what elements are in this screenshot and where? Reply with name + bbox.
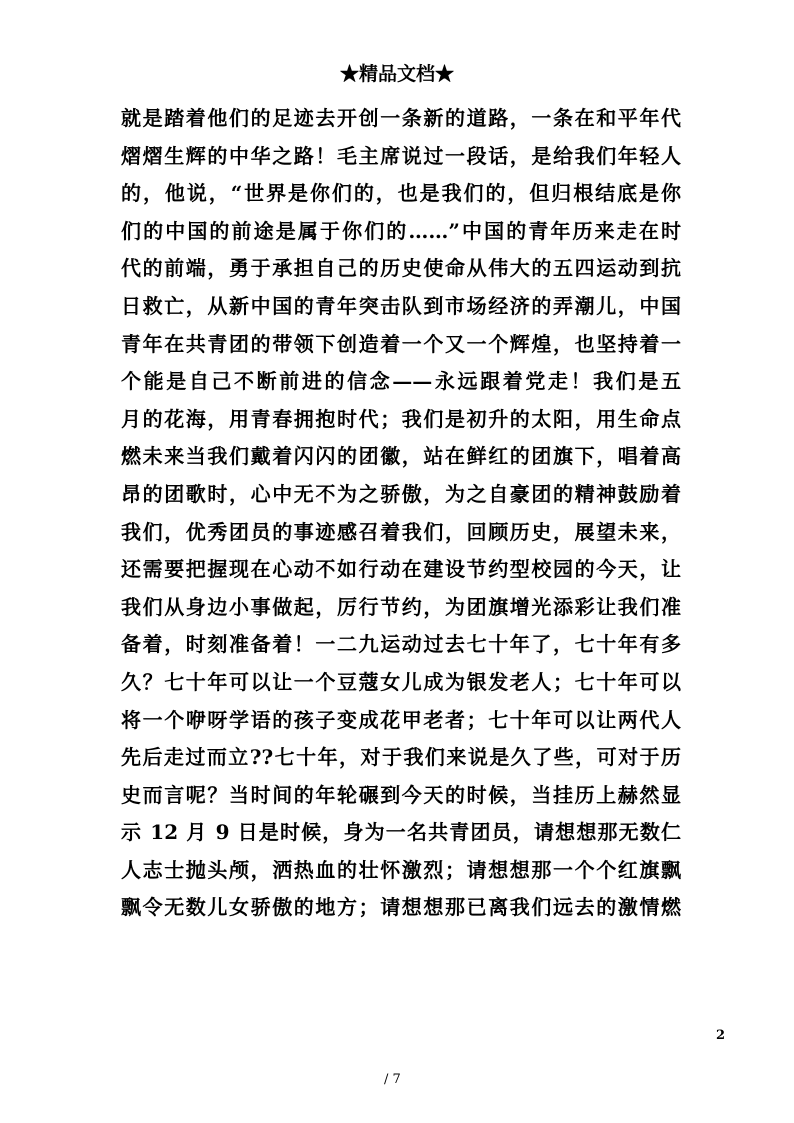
text-line: 我们从身边小事做起，厉行节约，为团旗增光添彩让我们准 [121, 594, 681, 619]
text-line: 我们，优秀团员的事迹感召着我们，回顾历史，展望未来， [121, 519, 681, 544]
text-line: 月的花海，用青春拥抱时代；我们是初升的太阳，用生命点 [121, 406, 681, 431]
text-line: 的，他说，“世界是你们的，也是我们的，但归根结底是你 [121, 181, 681, 206]
text-line: 备着，时刻准备着！一二九运动过去七十年了，七十年有多 [121, 632, 681, 657]
text-line: 就是踏着他们的足迹去开创一条新的道路，一条在和平年代 [121, 106, 681, 130]
text-line: 们的中国的前途是属于你们的……”中国的青年历来走在时 [121, 218, 681, 243]
text-line: 代的前端，勇于承担自己的历史使命从伟大的五四运动到抗 [121, 256, 681, 281]
text-line: 将一个咿呀学语的孩子变成花甲老者；七十年可以让两代人 [121, 707, 681, 732]
text-line: 昂的团歌时，心中无不为之骄傲，为之自豪团的精神鼓励着 [121, 481, 681, 506]
document-header: ★精品文档★ [339, 63, 454, 85]
text-line: 史而言呢？当时间的年轮碾到今天的时候，当挂历上赫然显 [121, 782, 681, 807]
page-number: 2 [716, 1028, 726, 1043]
text-line: 飘令无数儿女骄傲的地方；请想想那已离我们远去的激情燃 [121, 895, 681, 920]
text-line: 先后走过而立??七十年，对于我们来说是久了些，可对于历 [121, 745, 681, 770]
text-line: 日救亡，从新中国的青年突击队到市场经济的弄潮儿，中国 [121, 293, 681, 318]
text-line: 人志士抛头颅，洒热血的壮怀激烈；请想想那一个个红旗飘 [121, 857, 681, 882]
text-line: 青年在共青团的带领下创造着一个又一个辉煌，也坚持着一 [121, 331, 681, 356]
text-line: 熠熠生辉的中华之路！毛主席说过一段话，是给我们年轻人 [121, 143, 681, 168]
body-text [121, 100, 681, 927]
text-line: 久？七十年可以让一个豆蔻女儿成为银发老人；七十年可以 [121, 669, 681, 694]
page-total: / 7 [384, 1072, 401, 1087]
text-line: 燃未来当我们戴着闪闪的团徽，站在鲜红的团旗下，唱着高 [121, 444, 681, 469]
text-line: 示 12 月 9 日是时候，身为一名共青团员，请想想那无数仁 [121, 820, 681, 845]
text-line: 还需要把握现在心动不如行动在建设节约型校园的今天，让 [121, 557, 681, 582]
text-line: 个能是自己不断前进的信念——永远跟着党走！我们是五 [121, 369, 681, 394]
